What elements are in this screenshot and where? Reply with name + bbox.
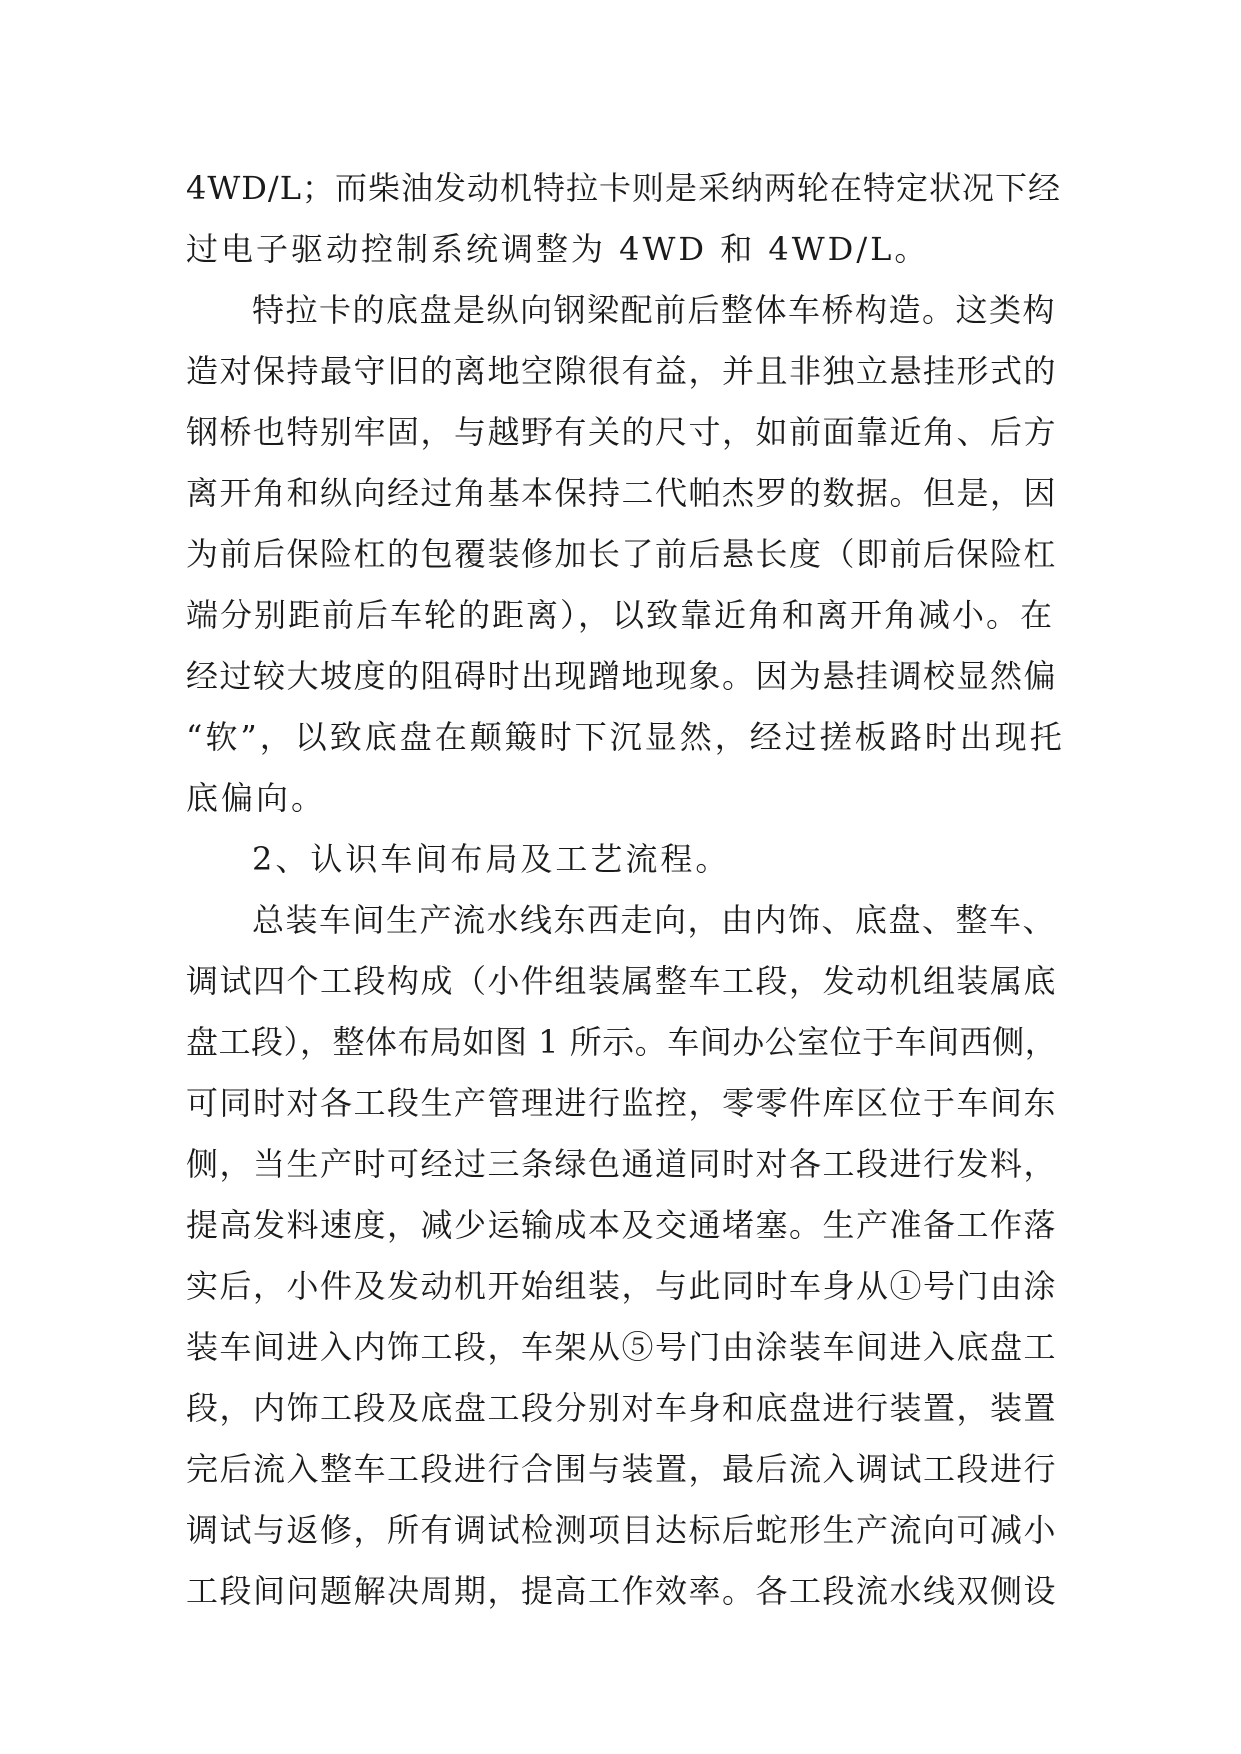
text-line: 实后，小件及发动机开始组装，与此同时车身从①号门由涂 — [186, 1267, 1058, 1305]
text-line: 过电子驱动控制系统调整为 4WD 和 4WD/L。 — [186, 230, 930, 268]
text-line: 钢桥也特别牢固，与越野有关的尺寸，如前面靠近角、后方 — [186, 413, 1058, 451]
paragraph-start-line: 总装车间生产流水线东西走向，由内饰、底盘、整车、 — [252, 901, 1057, 939]
text-line: 侧，当生产时可经过三条绿色通道同时对各工段进行发料， — [186, 1145, 1058, 1183]
text-line: 段，内饰工段及底盘工段分别对车身和底盘进行装置，装置 — [186, 1389, 1058, 1427]
text-line: 端分别距前后车轮的距离），以致靠近角和离开角减小。在 — [186, 596, 1055, 634]
text-line: 为前后保险杠的包覆装修加长了前后悬长度（即前后保险杠 — [186, 535, 1058, 573]
text-line: 工段间问题解决周期，提高工作效率。各工段流水线双侧设 — [186, 1572, 1058, 1610]
text-line: 可同时对各工段生产管理进行监控，零零件库区位于车间东 — [186, 1084, 1058, 1122]
body-text — [186, 158, 1066, 1622]
text-line: 底偏向。 — [186, 779, 327, 817]
text-line: 调试与返修，所有调试检测项目达标后蛇形生产流向可减小 — [186, 1511, 1058, 1549]
text-line: 装车间进入内饰工段，车架从⑤号门由涂装车间进入底盘工 — [186, 1328, 1058, 1366]
text-line: 离开角和纵向经过角基本保持二代帕杰罗的数据。但是，因 — [186, 474, 1058, 512]
section-heading: 2、认识车间布局及工艺流程。 — [252, 840, 731, 878]
text-line: 盘工段），整体布局如图 1 所示。车间办公室位于车间西侧， — [186, 1023, 1058, 1061]
text-line: 4WD/L；而柴油发动机特拉卡则是采纳两轮在特定状况下经 — [186, 169, 1061, 207]
text-line: 经过较大坡度的阻碍时出现蹭地现象。因为悬挂调校显然偏 — [186, 657, 1058, 695]
text-line: 造对保持最守旧的离地空隙很有益，并且非独立悬挂形式的 — [186, 352, 1058, 390]
text-line: 完后流入整车工段进行合围与装置，最后流入调试工段进行 — [186, 1450, 1058, 1488]
text-line: “软”，以致底盘在颠簸时下沉显然，经过搓板路时出现托 — [186, 718, 1065, 756]
text-line: 调试四个工段构成（小件组装属整车工段，发动机组装属底 — [186, 962, 1058, 1000]
paragraph-start-line: 特拉卡的底盘是纵向钢梁配前后整体车桥构造。这类构 — [252, 291, 1057, 329]
text-line: 提高发料速度，减少运输成本及交通堵塞。生产准备工作落 — [186, 1206, 1058, 1244]
